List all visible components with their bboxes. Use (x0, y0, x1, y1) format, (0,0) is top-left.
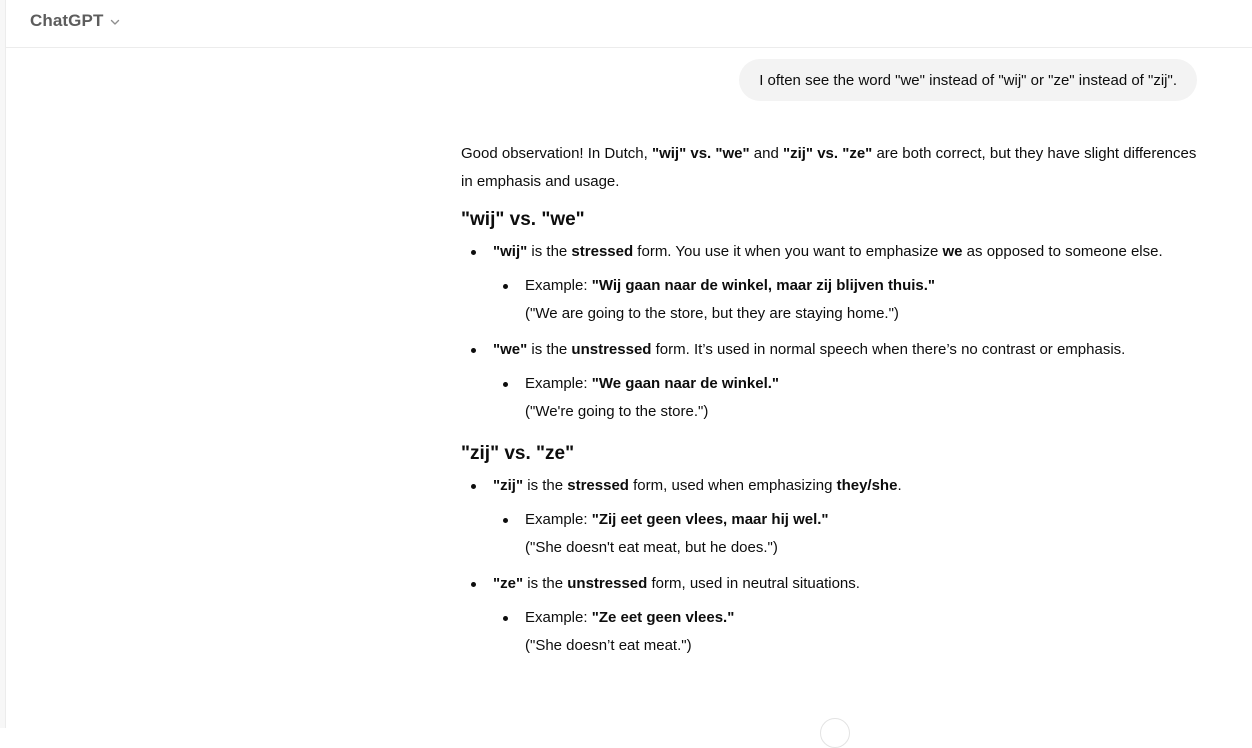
item-bold: they/she (836, 477, 898, 494)
example-translation: ("We are going to the store, but they are staying home.") (525, 305, 899, 322)
term: "ze" (493, 575, 524, 592)
intro-text: Good observation! In Dutch, (461, 145, 652, 162)
example-item (493, 370, 1201, 426)
bullet-list (461, 472, 1201, 660)
example-sentence: "Zij eet geen vlees, maar hij wel." (591, 511, 829, 528)
example-translation: ("She doesn't eat meat, but he does.") (525, 539, 778, 556)
list-item (461, 238, 1201, 328)
list-item (461, 336, 1201, 426)
item-bold: stressed (567, 477, 629, 494)
term: "zij" (493, 477, 524, 494)
example-translation: ("She doesn’t eat meat.") (525, 637, 692, 654)
user-message-bubble (739, 59, 1197, 101)
top-bar (6, 0, 1252, 48)
example-translation: ("We're going to the store.") (525, 403, 709, 420)
item-text: form. You use it when you want to emphasize (633, 243, 943, 260)
example-label: Example: (525, 375, 592, 392)
item-text: form. It’s used in normal speech when there’s no contrast or emphasis. (651, 341, 1126, 358)
list-item (461, 472, 1201, 562)
example-sentence: "Ze eet geen vlees." (591, 609, 735, 626)
intro-text: and (749, 145, 783, 162)
item-text: is the (527, 341, 572, 358)
item-text: as opposed to someone else. (962, 243, 1163, 260)
list-item (461, 570, 1201, 660)
sub-list (493, 370, 1201, 426)
item-text: is the (523, 575, 568, 592)
term: "wij" (493, 243, 528, 260)
example-label: Example: (525, 277, 592, 294)
intro-bold: "zij" vs. "ze" (782, 145, 873, 162)
sub-list (493, 604, 1201, 660)
item-bold: unstressed (567, 575, 648, 592)
example-item (493, 604, 1201, 660)
section-heading: "zij" vs. "ze" (461, 443, 575, 464)
model-selector-button[interactable] (30, 9, 121, 33)
sidebar-edge (0, 0, 6, 728)
user-message-text: I often see the word "we" instead of "wij" or "ze" instead of "zij". (759, 71, 1177, 89)
item-text: form, used in neutral situations. (647, 575, 860, 592)
sub-list (493, 506, 1201, 562)
item-text: . (897, 477, 902, 494)
item-text: form, used when emphasizing (628, 477, 837, 494)
item-bold: stressed (571, 243, 634, 260)
item-bold: unstressed (571, 341, 652, 358)
example-label: Example: (525, 511, 592, 528)
model-name: ChatGPT (30, 11, 104, 30)
intro-paragraph (461, 140, 1201, 196)
item-bold: we (942, 243, 963, 260)
assistant-message (461, 140, 1201, 668)
sub-list (493, 272, 1201, 328)
intro-text: are both correct, but they have slight differences in emphasis and usage. (461, 145, 1197, 190)
item-text: is the (523, 477, 568, 494)
example-sentence: "Wij gaan naar de winkel, maar zij blijven thuis." (591, 277, 936, 294)
section-heading: "wij" vs. "we" (461, 209, 585, 230)
example-item (493, 272, 1201, 328)
bullet-list (461, 238, 1201, 426)
term: "we" (493, 341, 528, 358)
scroll-to-bottom-button[interactable] (820, 718, 850, 748)
example-item (493, 506, 1201, 562)
example-sentence: "We gaan naar de winkel." (591, 375, 780, 392)
intro-bold: "wij" vs. "we" (651, 145, 750, 162)
item-text: is the (527, 243, 572, 260)
chevron-down-icon (109, 15, 121, 27)
example-label: Example: (525, 609, 592, 626)
